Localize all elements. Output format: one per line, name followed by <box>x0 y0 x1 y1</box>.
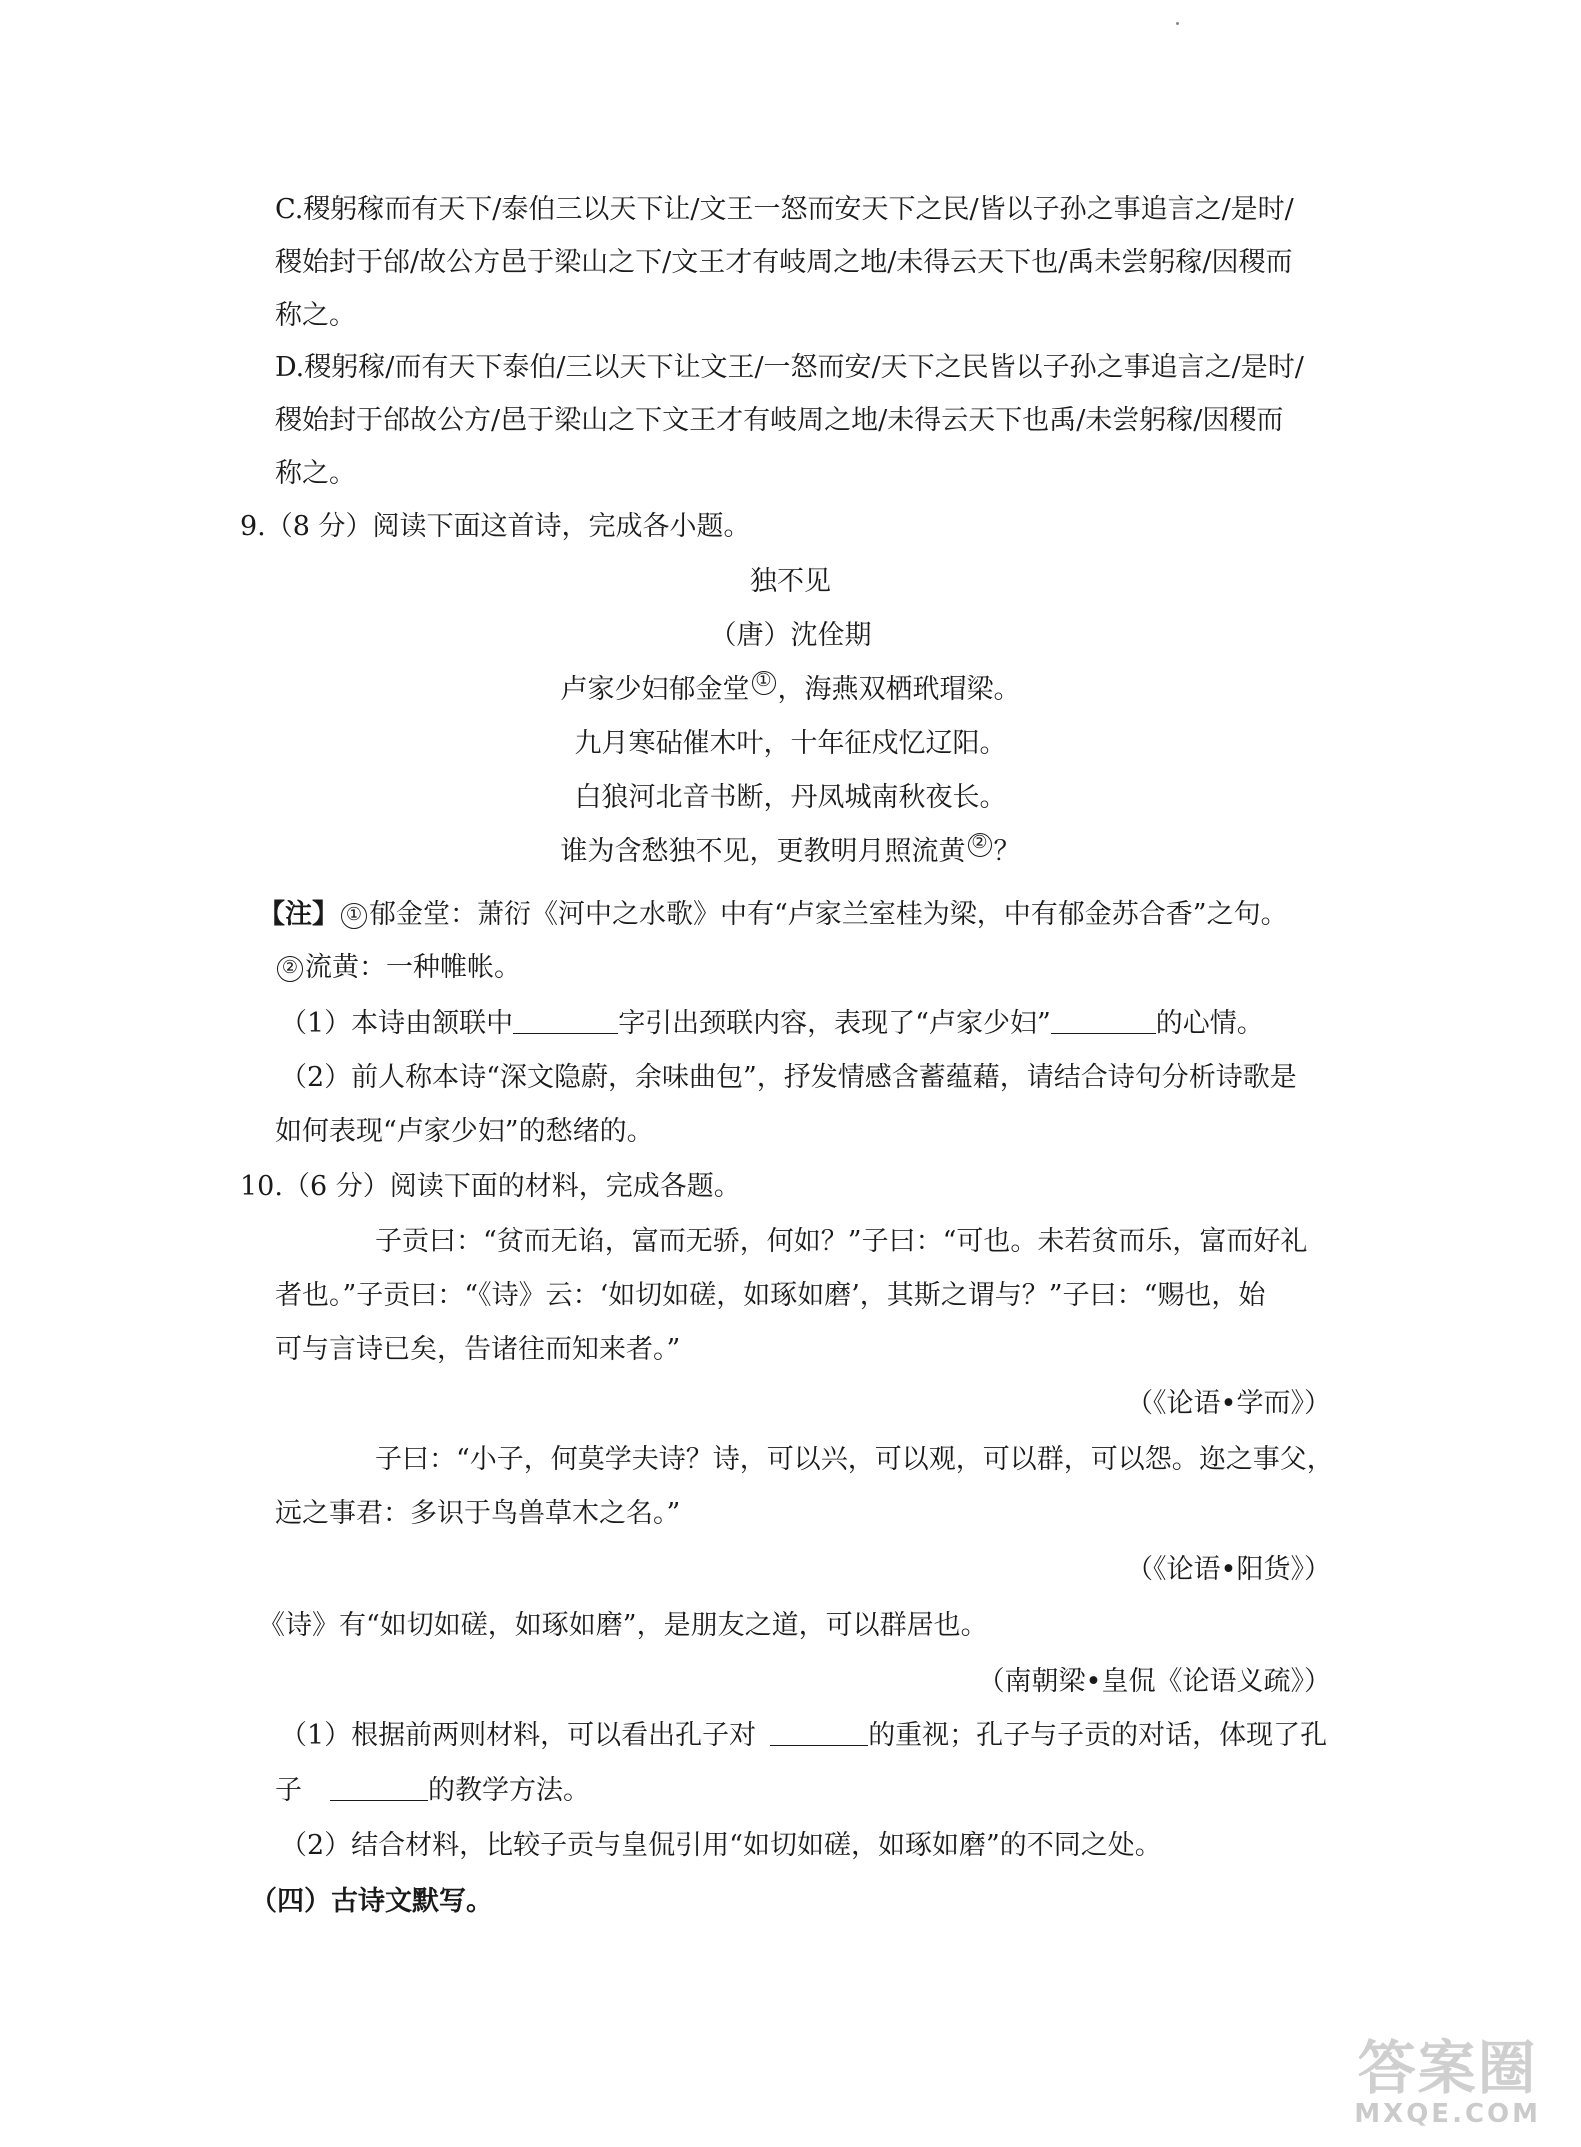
scan-dot <box>1176 22 1179 25</box>
q10-sub-1-line-2 <box>275 1771 590 1811</box>
poem-line-1-text-a: 卢家少妇郁金堂 <box>560 674 750 705</box>
option-d-line-3: 称之。 <box>275 458 356 489</box>
q10-sub-2: （2）结合材料，比较子贡与皇侃引用“如切如磋，如琢如磨”的不同之处。 <box>280 1830 1162 1861</box>
q10-sub-1-text-a: （1）根据前两则材料，可以看出孔子对 <box>280 1720 757 1751</box>
q9-sub-1 <box>280 1004 1264 1044</box>
poem-line-4-text-b: ？ <box>993 836 1021 867</box>
option-c-line-3: 称之。 <box>275 300 356 331</box>
note-mark-1: ① <box>341 903 367 929</box>
q10-sub-1-text-b: 的重视；孔子与子贡的对话，体现了孔 <box>868 1720 1328 1751</box>
q10-sub-1-line-2-text-b: 的教学方法。 <box>428 1775 590 1806</box>
answer-blank[interactable] <box>513 1009 618 1034</box>
question-9-heading: 9.（8 分）阅读下面这首诗，完成各小题。 <box>240 511 751 542</box>
option-d-line-2: 稷始封于邰故公方/邑于梁山之下文王才有岐周之地/未得云天下也禹/未尝躬稼/因稷而 <box>275 405 1284 436</box>
note-1-text: 郁金堂：萧衍《河中之水歌》中有“卢家兰室桂为梁，中有郁金苏合香”之句。 <box>369 899 1288 930</box>
material-3-source: （南朝梁•皇侃《论语义疏》） <box>977 1666 1331 1697</box>
watermark-top-text: 答案圈 <box>1357 2034 1538 2102</box>
poem-line-4-text-a: 谁为含愁独不见，更教明月照流黄 <box>560 836 966 867</box>
poem-line-4 <box>0 832 1581 872</box>
poem-author: （唐）沈佺期 <box>709 620 872 651</box>
poem-title: 独不见 <box>750 566 831 597</box>
q9-sub-1-text-a: （1）本诗由颔联中 <box>280 1008 514 1039</box>
material-3-line-1: 《诗》有“如切如磋，如琢如磨”，是朋友之道，可以群居也。 <box>258 1610 988 1641</box>
poem-line-3: 白狼河北音书断，丹凤城南秋夜长。 <box>574 782 1007 813</box>
poem-note-1 <box>258 895 1288 935</box>
question-10-heading: 10.（6 分）阅读下面的材料，完成各题。 <box>240 1171 741 1202</box>
answer-blank[interactable] <box>770 1721 868 1746</box>
footnote-mark-2: ② <box>968 833 992 857</box>
section-4-heading: （四）古诗文默写。 <box>250 1886 493 1917</box>
answer-blank[interactable] <box>1051 1009 1156 1034</box>
material-1-line-1: 子贡曰：“贫而无谄，富而无骄，何如？”子曰：“可也。未若贫而乐，富而好礼 <box>375 1226 1308 1257</box>
q9-sub-1-text-b: 字引出颈联内容，表现了“卢家少妇” <box>618 1008 1051 1039</box>
option-c-line-1: C.稷躬稼而有天下/泰伯三以天下让/文王一怒而安天下之民/皆以子孙之事追言之/是时/ <box>275 194 1294 225</box>
poem-note-2 <box>275 948 521 988</box>
q10-sub-1-line-1 <box>280 1716 1327 1756</box>
q9-sub-1-text-c: 的心情。 <box>1155 1008 1264 1039</box>
answer-blank[interactable] <box>330 1776 428 1801</box>
q9-sub-2-line-2: 如何表现“卢家少妇”的愁绪的。 <box>275 1116 654 1147</box>
material-1-line-3: 可与言诗已矣，告诸往而知来者。” <box>275 1334 681 1365</box>
q9-sub-2-line-1: （2）前人称本诗“深文隐蔚，余味曲包”，抒发情感含蓄蕴藉，请结合诗句分析诗歌是 <box>280 1062 1297 1093</box>
poem-line-1 <box>0 670 1581 710</box>
material-2-source: （《论语•阳货》） <box>1126 1554 1331 1585</box>
footnote-mark-1: ① <box>752 671 776 695</box>
watermark-bottom-text: MXQE.COM <box>1354 2099 1541 2129</box>
poem-line-1-text-b: ，海燕双栖玳瑁梁。 <box>777 674 1021 705</box>
note-label: 【注】 <box>258 899 339 930</box>
note-mark-2: ② <box>277 956 303 982</box>
material-1-source: （《论语•学而》） <box>1126 1388 1331 1419</box>
material-2-line-2: 远之事君：多识于鸟兽草木之名。” <box>275 1498 681 1529</box>
material-1-line-2: 者也。”子贡曰：“《诗》云：‘如切如磋，如琢如磨’，其斯之谓与？”子曰：“赐也，始 <box>275 1280 1266 1311</box>
poem-line-2: 九月寒砧催木叶，十年征戍忆辽阳。 <box>574 728 1007 759</box>
note-2-text: 流黄：一种帷帐。 <box>305 952 521 983</box>
option-c-line-2: 稷始封于邰/故公方邑于梁山之下/文王才有岐周之地/未得云天下也/禹未尝躬稼/因稷而 <box>275 247 1293 278</box>
site-watermark-logo <box>1354 2034 1541 2129</box>
material-2-line-1: 子曰：“小子，何莫学夫诗？诗，可以兴，可以观，可以群，可以怨。迩之事父， <box>375 1444 1334 1475</box>
q10-sub-1-line-2-text-a: 子 <box>275 1775 302 1806</box>
option-d-line-1: D.稷躬稼/而有天下泰伯/三以天下让文王/一怒而安/天下之民皆以子孙之事追言之/是时/ <box>275 352 1304 383</box>
